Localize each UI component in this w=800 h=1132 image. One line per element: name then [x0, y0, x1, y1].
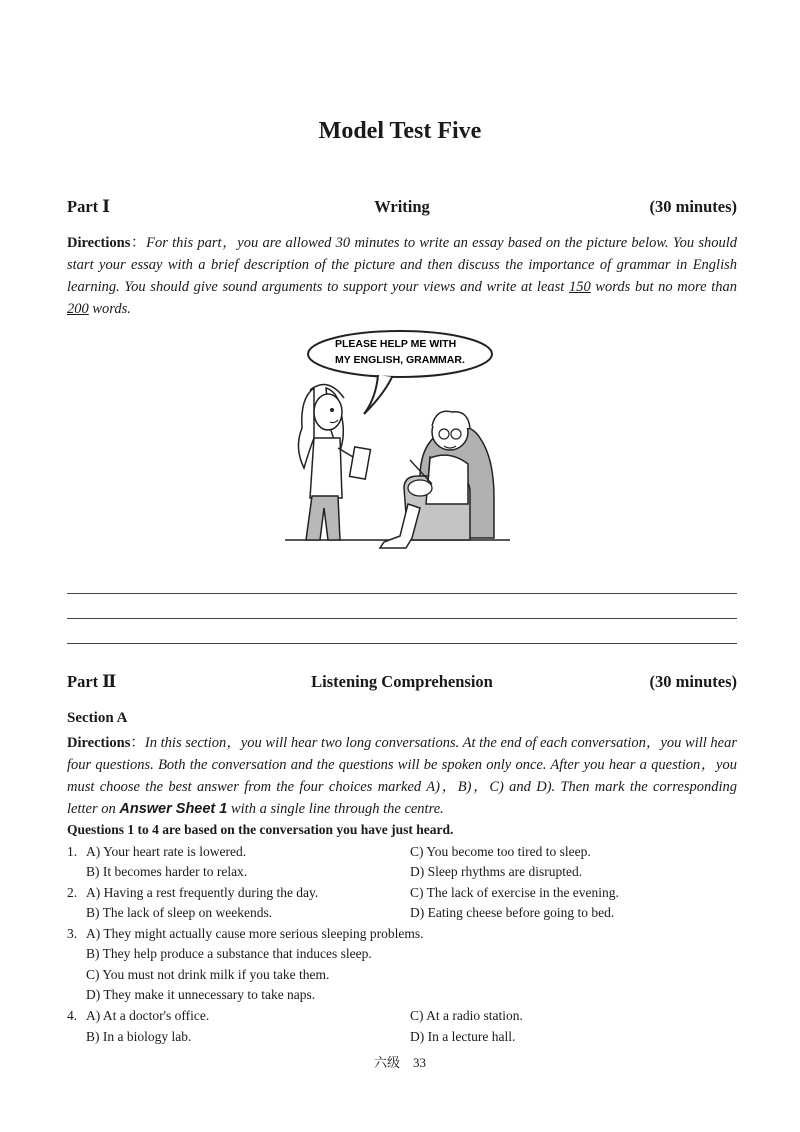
part-1-header [67, 197, 737, 221]
part-1-name: Writing [374, 197, 430, 216]
option-c[interactable]: C) You become too tired to sleep. [410, 844, 591, 859]
max-words: 200 [67, 301, 89, 317]
option-c[interactable]: C) At a radio station. [410, 1008, 523, 1023]
option-a[interactable]: A) Your heart rate is lowered. [86, 844, 247, 859]
option-a[interactable]: A) At a doctor's office. [86, 1008, 210, 1023]
option-d[interactable]: D) They make it unnecessary to take naps. [86, 987, 316, 1002]
option-b[interactable]: B) The lack of sleep on weekends. [86, 905, 273, 920]
part-2-time: (30 minutes) [649, 672, 737, 691]
part-1-directions [67, 232, 737, 320]
directions-text-a: In this section，you will hear two long conversations. At the end of each conversation，you will hear four questions. Both the conversation and the questions will be spoken only once. After you hear a question，you must choose the best answer from the four choices marked A)，B)，C) and D). Then mark the corresponding letter on [67, 735, 737, 817]
option-b[interactable]: B) They help produce a substance that induces sleep. [86, 946, 372, 961]
question-number: 4. [67, 1008, 78, 1023]
questions-header: Questions 1 to 4 are based on the conversation you have just heard. [67, 822, 454, 837]
option-b[interactable]: B) In a biology lab. [86, 1029, 192, 1044]
option-c[interactable]: C) You must not drink milk if you take them. [86, 967, 330, 982]
question-number: 1. [67, 844, 78, 859]
option-d[interactable]: D) Sleep rhythms are disrupted. [410, 864, 583, 879]
directions-colon: ： [130, 735, 145, 751]
girl-figure [298, 385, 370, 540]
directions-label: Directions [67, 735, 131, 751]
directions-colon: ： [130, 235, 147, 251]
part-2-name: Listening Comprehension [311, 672, 493, 691]
part-1-label: Part Ⅰ [67, 197, 110, 216]
part-2-label: Part Ⅱ [67, 672, 117, 691]
directions-text-b: with a single line through the centre. [227, 801, 444, 817]
directions-text-b: words but no more than [590, 279, 737, 295]
part-2-directions [67, 732, 737, 820]
directions-text-a: For this part，you are allowed 30 minutes to write an essay based on the picture below. You should start your essay with a brief description of the picture and then discuss the importance of grammar in English learning. You should give sound arguments to support your views and write at least [67, 235, 738, 295]
min-words: 150 [568, 279, 591, 295]
cartoon-illustration [280, 328, 520, 568]
question-number: 3. [67, 926, 78, 941]
bubble-line-1: PLEASE HELP ME WITH [335, 338, 457, 350]
option-a[interactable]: A) They might actually cause more serious sleeping problems. [86, 926, 424, 941]
writing-line-1[interactable] [67, 593, 737, 594]
option-d[interactable]: D) Eating cheese before going to bed. [410, 905, 615, 920]
bubble-line-2: MY ENGLISH, GRAMMAR. [335, 354, 465, 366]
directions-label: Directions [67, 235, 131, 251]
directions-text-c: words. [88, 301, 131, 317]
option-a[interactable]: A) Having a rest frequently during the day. [86, 885, 319, 900]
writing-line-2[interactable] [67, 618, 737, 619]
page-footer: 六级 33 [373, 1055, 426, 1070]
page-title: Model Test Five [318, 118, 482, 144]
option-b[interactable]: B) It becomes harder to relax. [86, 864, 248, 879]
part-2-header [67, 672, 737, 696]
option-d[interactable]: D) In a lecture hall. [410, 1029, 516, 1044]
section-a-heading: Section A [67, 710, 128, 726]
writing-line-3[interactable] [67, 643, 737, 644]
option-c[interactable]: C) The lack of exercise in the evening. [410, 885, 619, 900]
speech-bubble-tail [364, 375, 392, 414]
answer-sheet-label: Answer Sheet 1 [119, 801, 228, 817]
part-1-time: (30 minutes) [649, 197, 737, 216]
question-number: 2. [67, 885, 78, 900]
